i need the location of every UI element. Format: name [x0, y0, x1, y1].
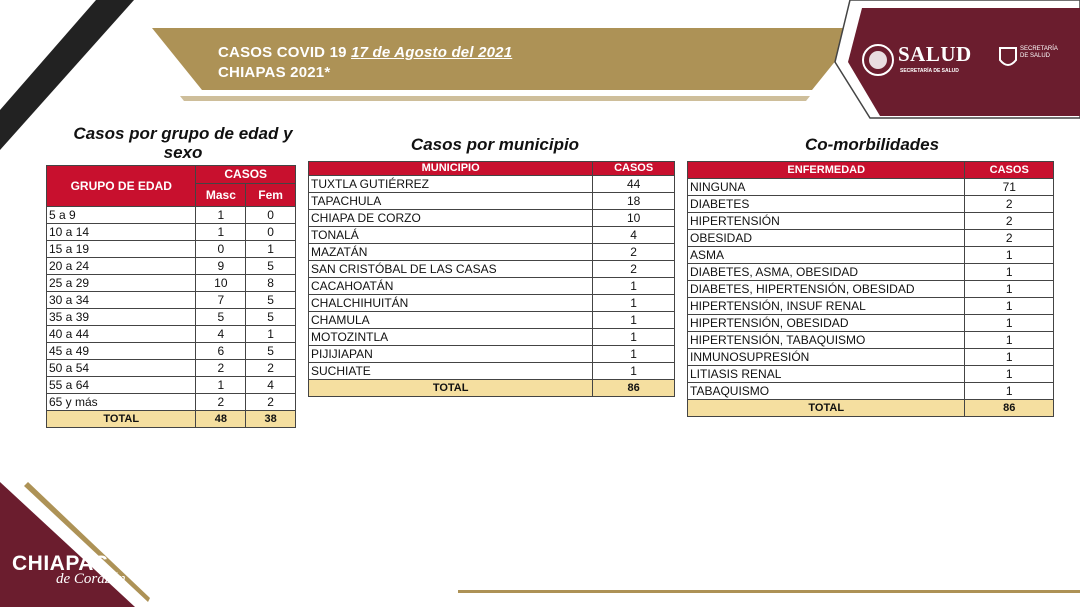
comorb-row: [688, 230, 1054, 247]
age-masc: 2: [196, 394, 246, 411]
age-row: [47, 207, 296, 224]
comorb-name: DIABETES: [688, 196, 965, 213]
muni-row: [309, 295, 675, 312]
muni-row: [309, 312, 675, 329]
age-row: [47, 241, 296, 258]
comorb-row: [688, 264, 1054, 281]
age-table: [46, 165, 296, 428]
age-row: [47, 394, 296, 411]
muni-name: MOTOZINTLA: [309, 329, 593, 346]
age-total-row: [47, 411, 296, 428]
age-total-label: TOTAL: [47, 411, 196, 428]
comorb-total-row: [688, 400, 1054, 417]
title-date: 17 de Agosto del 2021: [351, 44, 513, 61]
age-masc: 10: [196, 275, 246, 292]
age-row: [47, 258, 296, 275]
muni-cases: 1: [593, 312, 675, 329]
muni-name: PIJIJIAPAN: [309, 346, 593, 363]
age-group: 50 a 54: [47, 360, 196, 377]
comorb-row: [688, 298, 1054, 315]
age-group: 55 a 64: [47, 377, 196, 394]
col-comorb-cases-header: CASOS: [965, 162, 1054, 179]
age-group: 45 a 49: [47, 343, 196, 360]
muni-name: CHIAPA DE CORZO: [309, 210, 593, 227]
comorb-name: HIPERTENSIÓN, INSUF RENAL: [688, 298, 965, 315]
age-row: [47, 275, 296, 292]
age-group: 20 a 24: [47, 258, 196, 275]
muni-row: [309, 176, 675, 193]
comorb-name: HIPERTENSIÓN, TABAQUISMO: [688, 332, 965, 349]
muni-cases: 18: [593, 193, 675, 210]
comorb-name: DIABETES, ASMA, OBESIDAD: [688, 264, 965, 281]
eagle-seal-icon: [862, 44, 894, 76]
muni-name: TUXTLA GUTIÉRREZ: [309, 176, 593, 193]
comorb-name: LITIASIS RENAL: [688, 366, 965, 383]
col-masc-header: Masc: [196, 184, 246, 207]
age-fem: 5: [246, 258, 296, 275]
muni-cases: 2: [593, 244, 675, 261]
muni-cases: 4: [593, 227, 675, 244]
age-masc: 1: [196, 377, 246, 394]
comorb-name: TABAQUISMO: [688, 383, 965, 400]
age-fem: 2: [246, 360, 296, 377]
col-muni-cases-header: CASOS: [593, 162, 675, 176]
muni-cases: 10: [593, 210, 675, 227]
logo-right-line2: DE SALUD: [1020, 53, 1051, 59]
comorb-cases: 1: [965, 298, 1054, 315]
comorb-cases: 71: [965, 179, 1054, 196]
age-row: [47, 343, 296, 360]
age-group: 10 a 14: [47, 224, 196, 241]
muni-name: SUCHIATE: [309, 363, 593, 380]
muni-row: [309, 363, 675, 380]
age-group: 15 a 19: [47, 241, 196, 258]
comorb-row: [688, 315, 1054, 332]
comorb-total-value: 86: [965, 400, 1054, 417]
muni-row: [309, 210, 675, 227]
comorb-cases: 1: [965, 315, 1054, 332]
col-cases-header: CASOS: [196, 166, 296, 184]
muni-table-title: Casos por municipio: [410, 135, 580, 154]
age-fem: 5: [246, 309, 296, 326]
age-total-fem: 38: [246, 411, 296, 428]
age-group: 5 a 9: [47, 207, 196, 224]
age-group: 30 a 34: [47, 292, 196, 309]
comorb-name: HIPERTENSIÓN, OBESIDAD: [688, 315, 965, 332]
age-fem: 0: [246, 224, 296, 241]
comorb-row: [688, 349, 1054, 366]
comorb-cases: 1: [965, 349, 1054, 366]
age-masc: 5: [196, 309, 246, 326]
age-row: [47, 224, 296, 241]
header-title: [218, 44, 512, 61]
muni-row: [309, 227, 675, 244]
comorb-row: [688, 281, 1054, 298]
age-fem: 0: [246, 207, 296, 224]
logo-sub: SECRETARÍA DE SALUD: [900, 68, 959, 74]
muni-cases: 1: [593, 278, 675, 295]
muni-cases: 1: [593, 295, 675, 312]
comorb-cases: 1: [965, 332, 1054, 349]
muni-row: [309, 329, 675, 346]
comorb-name: NINGUNA: [688, 179, 965, 196]
muni-name: SAN CRISTÓBAL DE LAS CASAS: [309, 261, 593, 278]
age-row: [47, 309, 296, 326]
comorb-row: [688, 196, 1054, 213]
muni-name: CHAMULA: [309, 312, 593, 329]
salud-logo: [858, 38, 1058, 86]
comorb-row: [688, 179, 1054, 196]
age-fem: 4: [246, 377, 296, 394]
comorb-name: DIABETES, HIPERTENSIÓN, OBESIDAD: [688, 281, 965, 298]
comorb-total-label: TOTAL: [688, 400, 965, 417]
brand-line1: CHIAPAS: [12, 552, 109, 575]
age-row: [47, 292, 296, 309]
comorb-table: [687, 161, 1054, 417]
age-fem: 5: [246, 343, 296, 360]
muni-total-label: TOTAL: [309, 380, 593, 397]
age-masc: 1: [196, 224, 246, 241]
age-masc: 0: [196, 241, 246, 258]
comorb-cases: 2: [965, 213, 1054, 230]
comorb-row: [688, 247, 1054, 264]
age-row: [47, 377, 296, 394]
shield-icon: [998, 46, 1018, 72]
brand-line2: de Corazón: [56, 571, 126, 587]
comorb-name: ASMA: [688, 247, 965, 264]
comorb-cases: 1: [965, 247, 1054, 264]
age-fem: 5: [246, 292, 296, 309]
muni-cases: 1: [593, 363, 675, 380]
muni-total-row: [309, 380, 675, 397]
age-masc: 1: [196, 207, 246, 224]
col-disease-header: ENFERMEDAD: [688, 162, 965, 179]
comorb-cases: 1: [965, 383, 1054, 400]
comorb-name: INMUNOSUPRESIÓN: [688, 349, 965, 366]
age-masc: 7: [196, 292, 246, 309]
age-group: 35 a 39: [47, 309, 196, 326]
age-total-masc: 48: [196, 411, 246, 428]
bottom-gold-line: [458, 590, 1080, 593]
muni-name: TONALÁ: [309, 227, 593, 244]
comorb-row: [688, 366, 1054, 383]
col-fem-header: Fem: [246, 184, 296, 207]
age-table-title: Casos por grupo de edad y sexo: [73, 124, 293, 162]
muni-row: [309, 346, 675, 363]
muni-cases: 1: [593, 329, 675, 346]
muni-total-value: 86: [593, 380, 675, 397]
comorb-row: [688, 332, 1054, 349]
muni-row: [309, 244, 675, 261]
age-row: [47, 360, 296, 377]
age-fem: 2: [246, 394, 296, 411]
muni-cases: 2: [593, 261, 675, 278]
header-subtitle: CHIAPAS 2021*: [218, 64, 331, 81]
logo-name: SALUD: [898, 42, 972, 66]
comorb-name: OBESIDAD: [688, 230, 965, 247]
col-group-header: GRUPO DE EDAD: [47, 166, 196, 207]
logo-right-text: [1020, 46, 1058, 60]
comorb-name: HIPERTENSIÓN: [688, 213, 965, 230]
age-masc: 2: [196, 360, 246, 377]
age-fem: 1: [246, 241, 296, 258]
age-fem: 1: [246, 326, 296, 343]
muni-name: CHALCHIHUITÁN: [309, 295, 593, 312]
muni-cases: 1: [593, 346, 675, 363]
comorb-cases: 2: [965, 196, 1054, 213]
muni-row: [309, 278, 675, 295]
maroon-corner: [0, 482, 135, 607]
comorb-cases: 1: [965, 366, 1054, 383]
muni-cases: 44: [593, 176, 675, 193]
age-group: 25 a 29: [47, 275, 196, 292]
muni-name: TAPACHULA: [309, 193, 593, 210]
comorb-row: [688, 213, 1054, 230]
comorb-cases: 1: [965, 281, 1054, 298]
muni-table: [308, 161, 675, 397]
comorb-table-title: Co-morbilidades: [804, 135, 940, 154]
age-masc: 4: [196, 326, 246, 343]
comorb-cases: 1: [965, 264, 1054, 281]
title-prefix: CASOS COVID 19: [218, 44, 352, 61]
comorb-cases: 2: [965, 230, 1054, 247]
logo-right-line1: SECRETARÍA: [1020, 46, 1058, 52]
age-masc: 9: [196, 258, 246, 275]
age-fem: 8: [246, 275, 296, 292]
age-group: 65 y más: [47, 394, 196, 411]
age-group: 40 a 44: [47, 326, 196, 343]
age-row: [47, 326, 296, 343]
muni-name: CACAHOATÁN: [309, 278, 593, 295]
age-masc: 6: [196, 343, 246, 360]
muni-row: [309, 193, 675, 210]
muni-name: MAZATÁN: [309, 244, 593, 261]
comorb-row: [688, 383, 1054, 400]
muni-row: [309, 261, 675, 278]
col-muni-header: MUNICIPIO: [309, 162, 593, 176]
